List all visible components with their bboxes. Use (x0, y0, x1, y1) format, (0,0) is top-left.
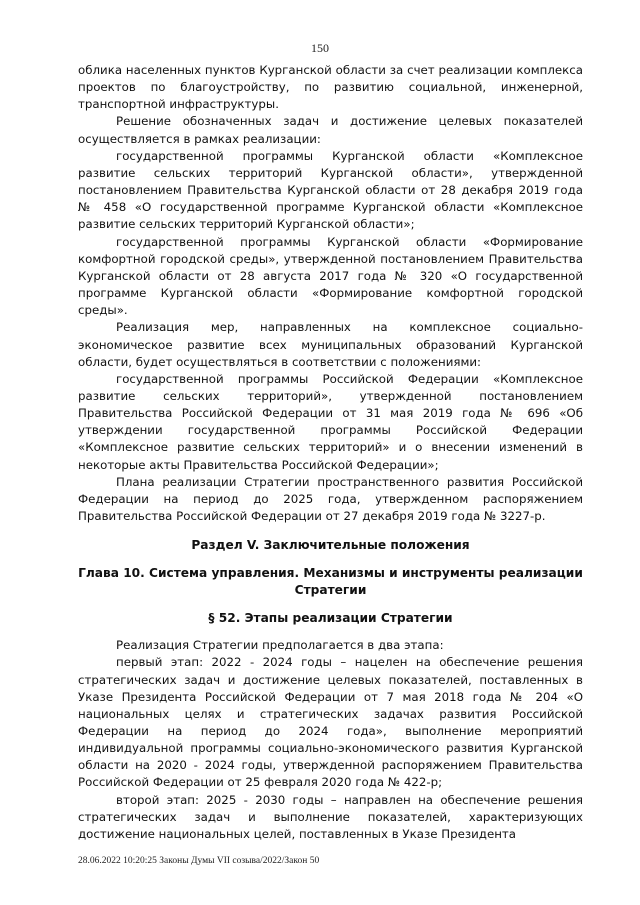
footer-stamp: 28.06.2022 10:20:25 Законы Думы VII созыва/2022/Закон 50 (78, 856, 320, 866)
list-item-plan: Плана реализации Стратегии пространственного развития Российской Федерации на период до 2025 года, утвержденном распоряжением Правительства Российской Федерации от 27 декабря 2019 года № 3227-р. (78, 474, 583, 524)
list-item-program: государственной программы Курганской области «Комплексное развитие сельских территорий Курганской области», утвержденной постановлением Правительства Курганской области от 28 декабря 2019 года № 458 «О государственной программе Курганской области «Комплексное развитие сельских территорий Курганской области»; (78, 148, 583, 232)
list-item-program: государственной программы Курганской области «Формирование комфортной городской среды», утвержденной постановлением Правительства Курганской области от 28 августа 2017 года № 320 «О государственной программе Курганской области «Формирование комфортной городской среды». (78, 234, 583, 318)
stage-item: первый этап: 2022 - 2024 годы – нацелен на обеспечение решения стратегических задач и достижение целевых показателей, поставленных в Указе Президента Российской Федерации от 7 мая 2018 года № 204 «О национальных целях и стратегических задачах развития Российской Федерации на период до 2024 года», выполнение мероприятий индивидуальной программы социально-экономического развития Курганской области на 2020 - 2024 годы, утвержденной распоряжением Правительства Российской Федерации от 25 февраля 2020 года № 422-р; (78, 655, 583, 790)
document-body (78, 62, 583, 843)
paragraph: Реализация Стратегии предполагается в два этапа: (116, 638, 444, 653)
paragraph-heading: § 52. Этапы реализации Стратегии (208, 610, 453, 625)
page-number: 150 (311, 41, 329, 55)
paragraph: Реализация мер, направленных на комплексное социально-экономическое развитие всех муниципальных образований Курганской области, будет осуществляться в соответствии с положениями: (78, 320, 583, 369)
list-item-program: государственной программы Российской Федерации «Комплексное развитие сельских территорий», утвержденной постановлением Правительства Российской Федерации от 31 мая 2019 года № 696 «Об утверждении государственной программы Российской Федерации «Комплексное развитие сельских территорий» и о внесении изменений в некоторые акты Правительства Российской Федерации»; (78, 371, 583, 472)
paragraph-continuation: облика населенных пунктов Курганской области за счет реализации комплекса проектов по благоустройству, по развитию социальной, инженерной, транспортной инфраструктуры. (78, 63, 583, 112)
paragraph: Решение обозначенных задач и достижение целевых показателей осуществляется в рамках реализации: (78, 114, 583, 146)
chapter-heading: Глава 10. Система управления. Механизмы и инструменты реализации Стратегии (78, 565, 583, 598)
section-heading: Раздел V. Заключительные положения (191, 538, 470, 553)
stage-item: второй этап: 2025 - 2030 годы – направлен на обеспечение решения стратегических задач и выполнение показателей, характеризующих достижение национальных целей, поставленных в Указе Президента (78, 792, 583, 841)
